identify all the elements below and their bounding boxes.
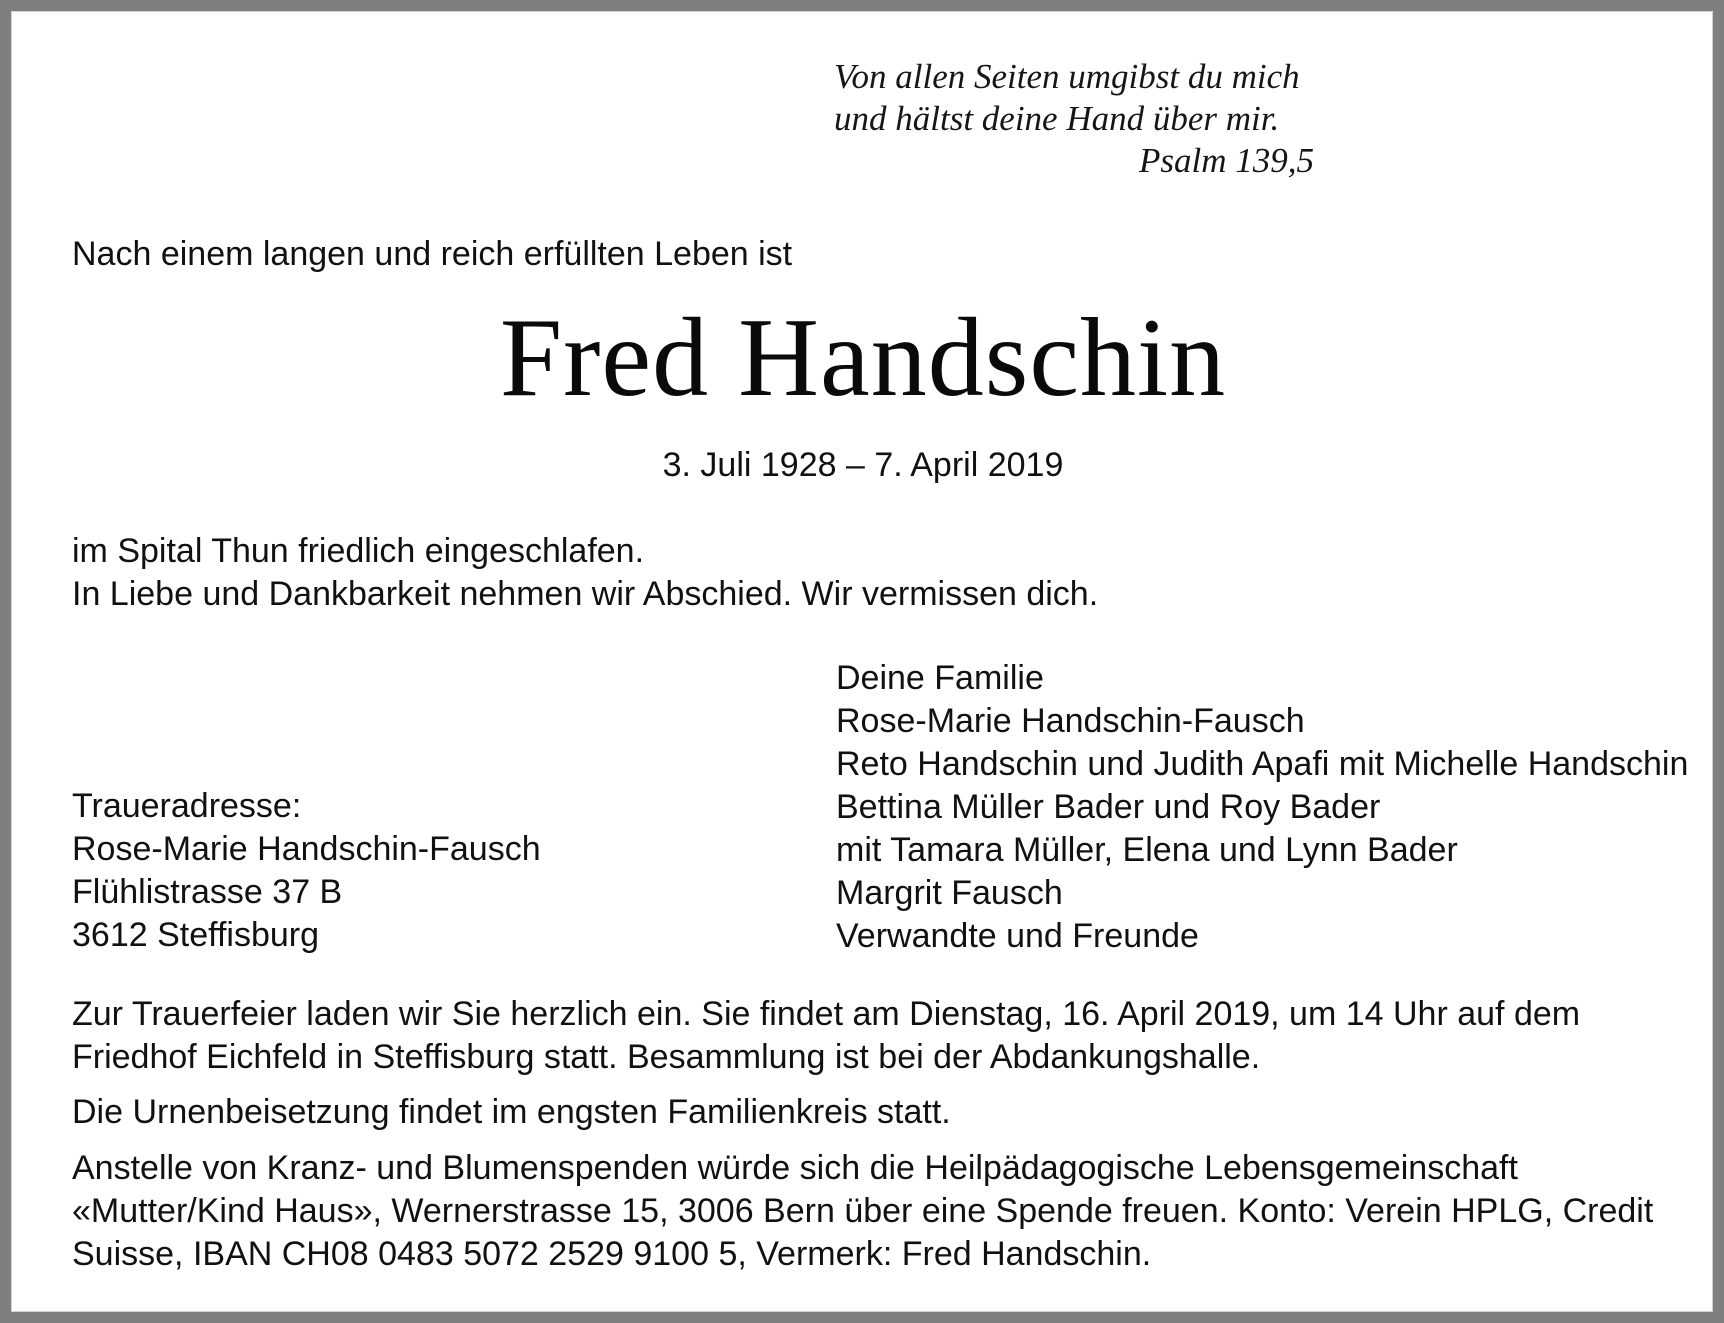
family-member: Margrit Fausch (836, 874, 1063, 912)
obituary-page (11, 11, 1713, 1312)
funeral-paragraph: Zur Trauerfeier laden wir Sie herzlich ein. Sie findet am Dienstag, 16. April 2019, um 14 Uhr auf dem Friedhof Eichfeld in Steffisburg statt. Besammlung ist bei der Abdankungshalle. (72, 995, 1581, 1076)
psalm-line: Von allen Seiten umgibst du mich (834, 57, 1300, 96)
message-line: im Spital Thun friedlich eingeschlafen. (72, 532, 645, 570)
family-member: mit Tamara Müller, Elena und Lynn Bader (836, 831, 1458, 869)
deceased-name: Fred Handschin (499, 296, 1227, 420)
family-member: Bettina Müller Bader und Roy Bader (836, 788, 1381, 826)
life-dates: 3. Juli 1928 – 7. April 2019 (662, 446, 1064, 484)
farewell-message (72, 530, 1098, 616)
family-member: Reto Handschin und Judith Apafi mit Michelle Handschin (836, 745, 1689, 783)
address-label: Traueradresse: (72, 787, 302, 825)
psalm-line: und hältst deine Hand über mir. (834, 99, 1280, 138)
family-member: Verwandte und Freunde (836, 917, 1199, 955)
message-line: In Liebe und Dankbarkeit nehmen wir Abschied. Wir vermissen dich. (72, 575, 1099, 613)
urn-paragraph: Die Urnenbeisetzung findet im engsten Familienkreis statt. (72, 1093, 951, 1131)
address-line: Rose-Marie Handschin-Fausch (72, 830, 541, 868)
psalm-quote (834, 56, 1314, 182)
psalm-reference: Psalm 139,5 (1139, 141, 1314, 180)
donation-paragraph: Anstelle von Kranz- und Blumenspenden würde sich die Heilpädagogische Lebensgemeinschaft «Mutter/Kind Haus», Wernerstrasse 15, 3006 Bern über eine Spende freuen. Konto: Verein HPLG, Credit Suisse, IBAN CH08 0483 5072 2529 9100 5, Vermerk: Fred Handschin. (72, 1149, 1654, 1273)
family-member: Rose-Marie Handschin-Fausch (836, 702, 1305, 740)
address-line: Flühlistrasse 37 B (72, 873, 343, 911)
family-list (836, 657, 1688, 958)
family-member: Deine Familie (836, 659, 1044, 697)
address-line: 3612 Steffisburg (72, 916, 319, 954)
intro-text: Nach einem langen und reich erfüllten Leben ist (72, 235, 793, 273)
mourning-address (72, 785, 541, 957)
